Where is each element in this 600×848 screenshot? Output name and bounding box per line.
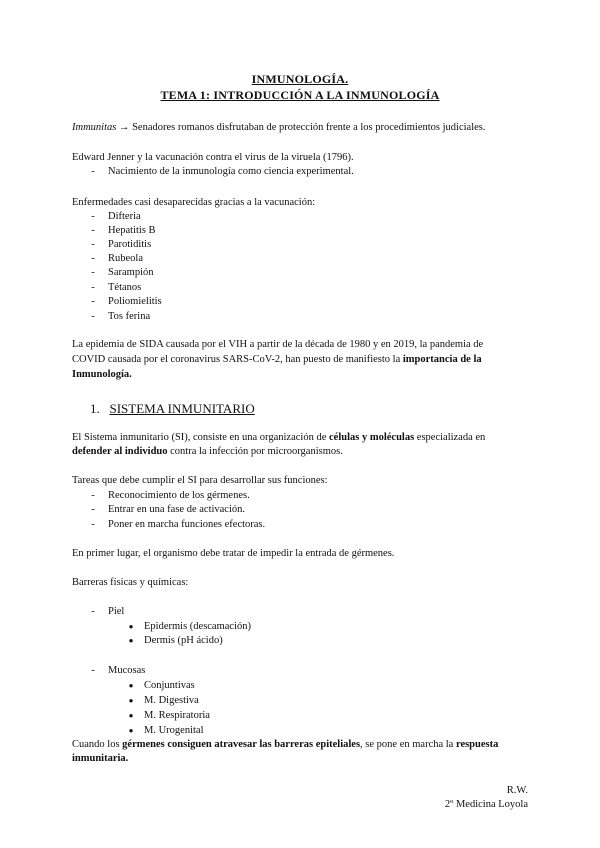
dash-marker: - — [91, 504, 95, 515]
dash-marker: - — [91, 225, 95, 236]
diseases-intro: Enfermedades casi desaparecidas gracias a la vacunación: — [72, 197, 316, 208]
si-text: especializada en — [414, 432, 486, 443]
task-item: Entrar en una fase de activación. — [108, 504, 246, 515]
dash-marker: - — [91, 267, 95, 278]
bullet-marker: ● — [128, 622, 134, 631]
mucosas-item: M. Digestiva — [144, 695, 199, 706]
piel-item: Epidermis (descamación) — [144, 621, 251, 632]
dash-marker: - — [91, 296, 95, 307]
jenner-bullet: Nacimiento de la inmunología como ciencia experimental. — [108, 166, 354, 177]
si-definition-line-1 — [72, 431, 485, 445]
tasks-intro: Tareas que debe cumplir el SI para desarrollar sus funciones: — [72, 475, 328, 486]
germs-line-2: inmunitaria. — [72, 753, 129, 764]
disease-item: Parotiditis — [108, 239, 152, 250]
task-item: Poner en marcha funciones efectoras. — [108, 519, 266, 530]
disease-item: Poliomielitis — [108, 296, 162, 307]
si-text: El Sistema inmunitario (SI), consiste en una organización de — [72, 432, 329, 443]
germs-emphasis: gérmenes consiguen atravesar las barreras epiteliales — [122, 739, 361, 750]
task-item: Reconocimiento de los gérmenes. — [108, 490, 250, 501]
disease-item: Hepatitis B — [108, 225, 156, 236]
bullet-marker: ● — [128, 711, 134, 720]
germs-line-1 — [72, 738, 498, 752]
germs-text: , se pone en marcha la — [360, 739, 456, 750]
mucosas-item: M. Respiratoria — [144, 710, 210, 721]
dash-marker: - — [91, 166, 95, 177]
mucosas-item: M. Urogenital — [144, 725, 204, 736]
sida-line-3: Inmunología. — [72, 369, 132, 380]
si-text: contra la infección por microorganismos. — [167, 446, 343, 457]
dash-marker: - — [91, 519, 95, 530]
piel-label: Piel — [108, 606, 125, 617]
dash-marker: - — [91, 311, 95, 322]
section-title: SISTEMA INMUNITARIO — [109, 401, 255, 416]
section-heading — [90, 401, 255, 417]
disease-item: Rubeola — [108, 253, 143, 264]
sida-line-1: La epidemia de SIDA causada por el VIH a partir de la década de 1980 y en 2019, la pandemia de — [72, 339, 484, 350]
dash-marker: - — [91, 606, 95, 617]
disease-item: Sarampión — [108, 267, 154, 278]
disease-item: Difteria — [108, 211, 141, 222]
bullet-marker: ● — [128, 696, 134, 705]
dash-marker: - — [91, 282, 95, 293]
immunitas-paragraph — [72, 121, 485, 135]
germs-emphasis: respuesta — [455, 739, 499, 750]
mucosas-item: Conjuntivas — [144, 680, 195, 691]
bullet-marker: ● — [128, 636, 134, 645]
dash-marker: - — [91, 490, 95, 501]
immunitas-text: Senadores romanos disfrutaban de protección frente a los procedimientos judiciales. — [129, 122, 486, 133]
title-line-1: INMUNOLOGÍA. — [251, 72, 349, 86]
si-definition-line-2 — [72, 445, 343, 459]
mucosas-label: Mucosas — [108, 665, 146, 676]
disease-item: Tos ferina — [108, 311, 151, 322]
bullet-marker: ● — [128, 681, 134, 690]
barriers-intro: Barreras físicas y químicas: — [72, 577, 189, 588]
sida-emphasis: importancia de la — [402, 354, 482, 365]
disease-item: Tétanos — [108, 282, 142, 293]
title-line-2: TEMA 1: INTRODUCCIÓN A LA INMUNOLOGÍA — [160, 88, 440, 102]
footer-initials: R.W. — [506, 785, 528, 796]
sida-text: COVID causada por el coronavirus SARS-CoV-2, han puesto de manifiesto la — [72, 354, 403, 365]
piel-item: Dermis (pH ácido) — [144, 635, 223, 646]
dash-marker: - — [91, 253, 95, 264]
si-emphasis: células y moléculas — [329, 432, 415, 443]
si-emphasis: defender al individuo — [72, 446, 168, 457]
footer-course: 2º Medicina Loyola — [444, 799, 528, 810]
germs-text: Cuando los — [72, 739, 123, 750]
dash-marker: - — [91, 211, 95, 222]
dash-marker: - — [91, 239, 95, 250]
jenner-paragraph: Edward Jenner y la vacunación contra el virus de la viruela (1796). — [72, 152, 354, 163]
first-place-paragraph: En primer lugar, el organismo debe tratar de impedir la entrada de gérmenes. — [72, 548, 395, 559]
dash-marker: - — [91, 665, 95, 676]
bullet-marker: ● — [128, 726, 134, 735]
sida-line-2 — [72, 353, 482, 367]
arrow-symbol: → — [118, 122, 130, 133]
immunitas-term: Immunitas — [72, 122, 117, 133]
section-number: 1. — [90, 401, 100, 416]
